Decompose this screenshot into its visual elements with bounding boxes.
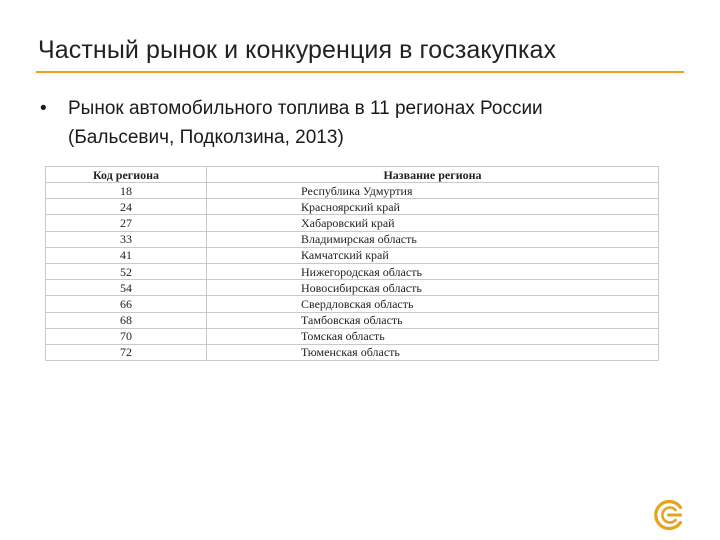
region-name: Нижегородская область [207,263,659,279]
region-code: 72 [46,344,207,360]
region-name: Хабаровский край [207,215,659,231]
table-row [46,215,659,231]
table-row [46,199,659,215]
region-code: 66 [46,296,207,312]
region-code: 52 [46,263,207,279]
region-code: 27 [46,215,207,231]
bullet-item [40,94,680,152]
slide-title: Частный рынок и конкуренция в госзакупках [38,36,557,64]
table-row [46,280,659,296]
regions-table [45,166,659,361]
table-row [46,231,659,247]
region-code: 33 [46,231,207,247]
region-name: Тамбовская область [207,312,659,328]
table-row [46,296,659,312]
region-name: Красноярский край [207,199,659,215]
title-underline [36,71,684,73]
header-region-name: Название региона [207,167,659,183]
table-header-row [46,167,659,183]
table-row [46,344,659,360]
regions-table-container [45,166,659,361]
region-name: Томская область [207,328,659,344]
region-name: Республика Удмуртия [207,183,659,199]
region-code: 70 [46,328,207,344]
bullet-text-line-1: Рынок автомобильного топлива в 11 регионах России [68,98,543,119]
bullet-text-line-2: (Бальсевич, Подколзина, 2013) [68,127,344,148]
bullet-list [40,94,680,152]
region-name: Камчатский край [207,247,659,263]
region-code: 24 [46,199,207,215]
table-row [46,263,659,279]
region-name: Тюменская область [207,344,659,360]
region-code: 18 [46,183,207,199]
table-row [46,247,659,263]
bullet-marker: • [40,98,47,119]
table-row [46,328,659,344]
table-row [46,312,659,328]
region-code: 68 [46,312,207,328]
header-region-code: Код региона [46,167,207,183]
brand-logo-icon [652,498,686,532]
bullet-text [68,94,680,152]
region-name: Новосибирская область [207,280,659,296]
region-code: 54 [46,280,207,296]
table-row [46,183,659,199]
region-name: Свердловская область [207,296,659,312]
region-code: 41 [46,247,207,263]
region-name: Владимирская область [207,231,659,247]
